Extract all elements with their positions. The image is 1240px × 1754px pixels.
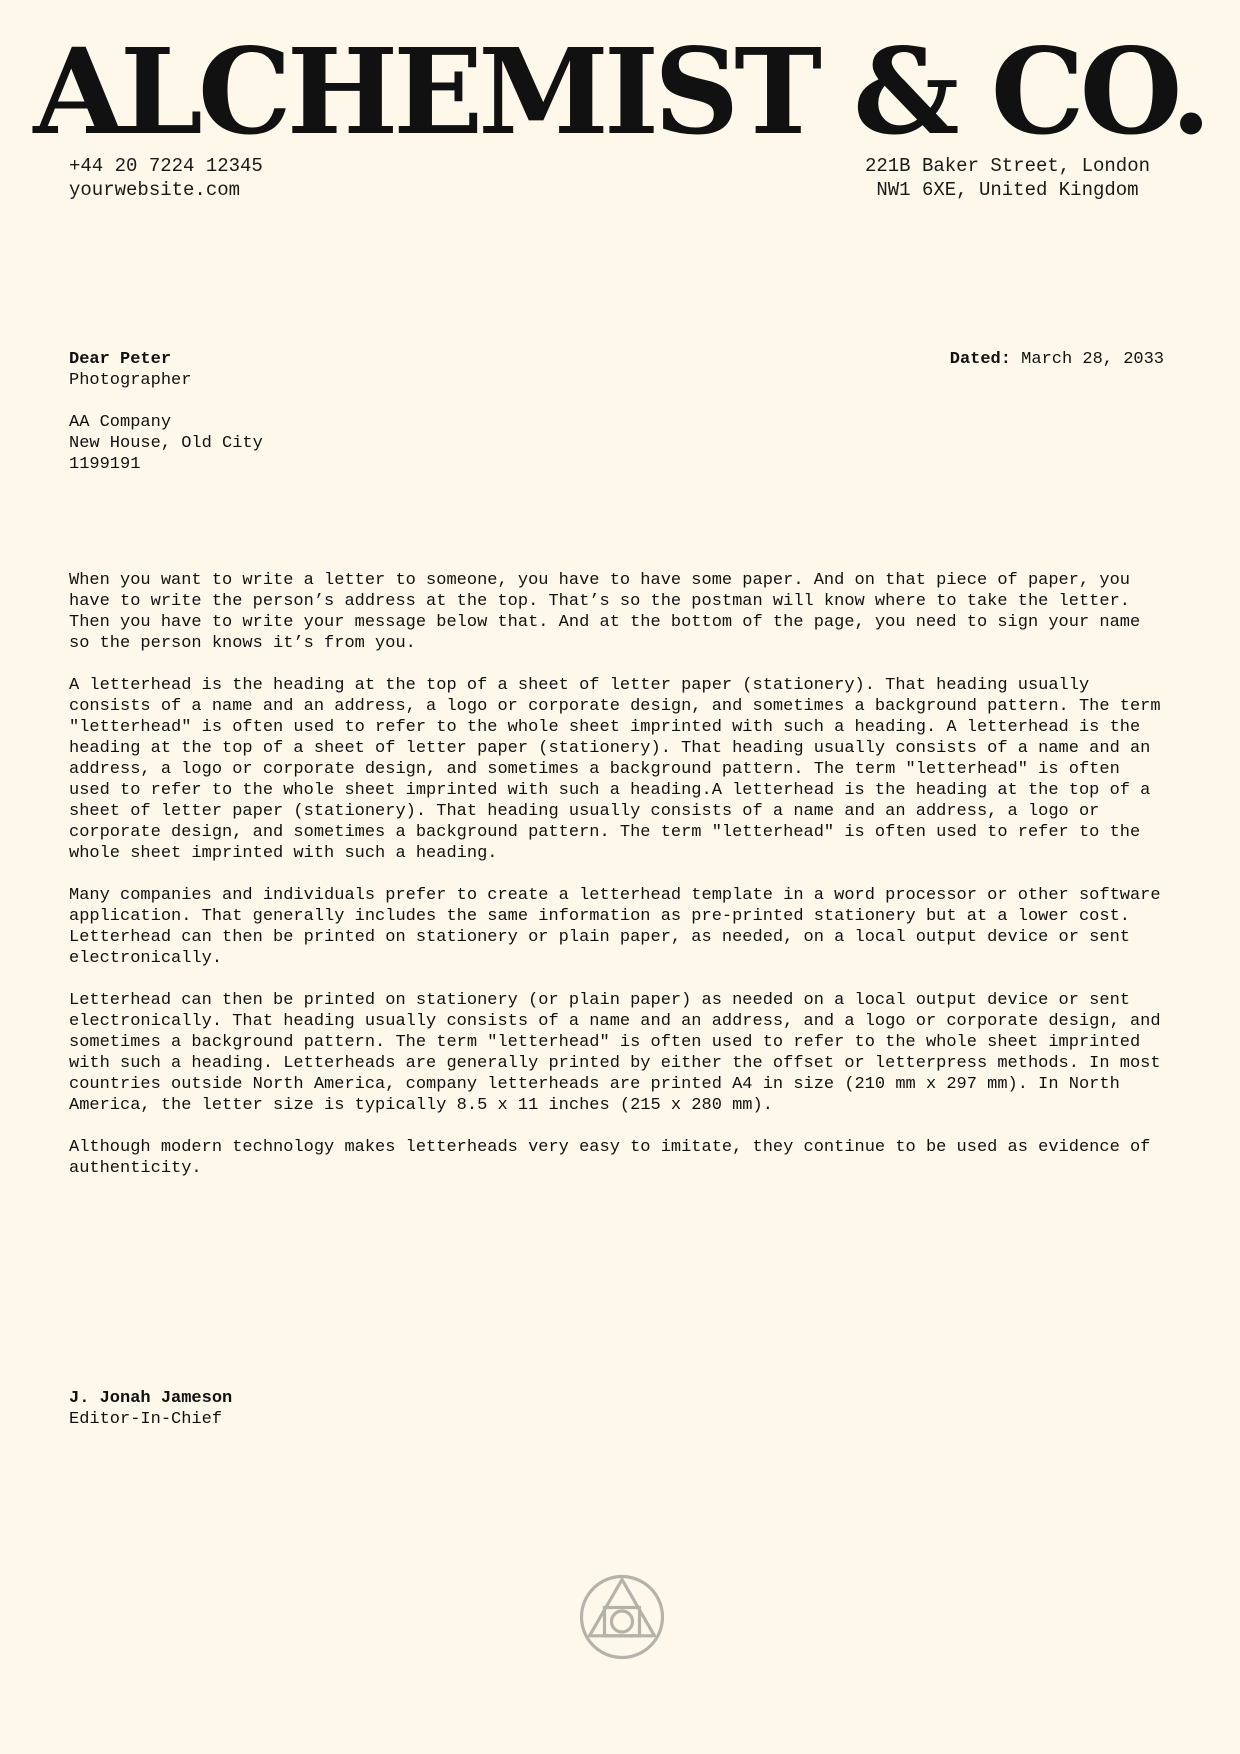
recipient-postal-code: 1199191: [69, 455, 141, 474]
body-paragraph: Letterhead can then be printed on stationery (or plain paper) as needed on a local output device or sent electronically. That heading usually consists of a name and an address, and a logo or corporate design, and sometimes a background pattern. The term "letterhead" is often used to refer to the whole sheet imprinted with such a heading. Letterheads are generally printed by either the offset or letterpress methods. In most countries outside North America, company letterheads are printed A4 in size (210 mm x 297 mm). In North America, the letter size is typically 8.5 x 11 inches (215 x 280 mm).: [69, 991, 1161, 1115]
signer-title: Editor-In-Chief: [69, 1410, 223, 1429]
greeting: Dear Peter: [69, 350, 172, 369]
body-paragraph: When you want to write a letter to someone, you have to have some paper. And on that piece of paper, you have to write the person’s address at the top. That’s so the postman will know where to take the letter. Then you have to write your message below that. And at the bottom of the page, you need to sign your name so the person knows it’s from you.: [69, 571, 1141, 653]
address-line-2: NW1 6XE, United Kingdom: [876, 179, 1139, 201]
recipient-address: New House, Old City: [69, 434, 263, 453]
company-address: [865, 154, 1150, 202]
alchemy-emblem-icon: [579, 1574, 665, 1660]
signature-block: [69, 1388, 232, 1430]
recipient-title: Photographer: [69, 371, 192, 390]
letter-date: [950, 349, 1164, 370]
letter-body: [69, 570, 1169, 1200]
signer-name: J. Jonah Jameson: [69, 1389, 233, 1408]
date-label: Dated:: [949, 350, 1011, 369]
phone-number: +44 20 7224 12345: [69, 155, 263, 177]
body-paragraph: Although modern technology makes letterheads very easy to imitate, they continue to be used as evidence of authenticity.: [69, 1138, 1151, 1178]
body-paragraph: A letterhead is the heading at the top of a sheet of letter paper (stationery). That heading usually consists of a name and an address, a logo or corporate design, and sometimes a background pattern. The term "letterhead" is often used to refer to the whole sheet imprinted with such a heading. A letterhead is the heading at the top of a sheet of letter paper (stationery). That heading usually consists of a name and an address, a logo or corporate design, and sometimes a background pattern. The term "letterhead" is often used to refer to the whole sheet imprinted with such a heading.A letterhead is the heading at the top of a sheet of letter paper (stationery). That heading usually consists of a name and an address, a logo or corporate design, and sometimes a background pattern. The term "letterhead" is often used to refer to the whole sheet imprinted with such a heading.: [69, 676, 1161, 863]
address-line-1: 221B Baker Street, London: [864, 155, 1150, 177]
recipient-block: [69, 349, 263, 475]
body-paragraph: Many companies and individuals prefer to create a letterhead template in a word processor or other software application. That generally includes the same information as pre-printed stationery but at a lower cost. Letterhead can then be printed on stationery or plain paper, as needed, on a local output device or sent electronically.: [69, 886, 1161, 968]
date-value: March 28, 2033: [1021, 350, 1164, 369]
website-link[interactable]: yourwebsite.com: [69, 179, 241, 201]
contact-info: [69, 154, 263, 202]
company-logo-wordmark: ALCHEMIST & CO.: [33, 22, 1207, 161]
recipient-company: AA Company: [69, 413, 172, 432]
